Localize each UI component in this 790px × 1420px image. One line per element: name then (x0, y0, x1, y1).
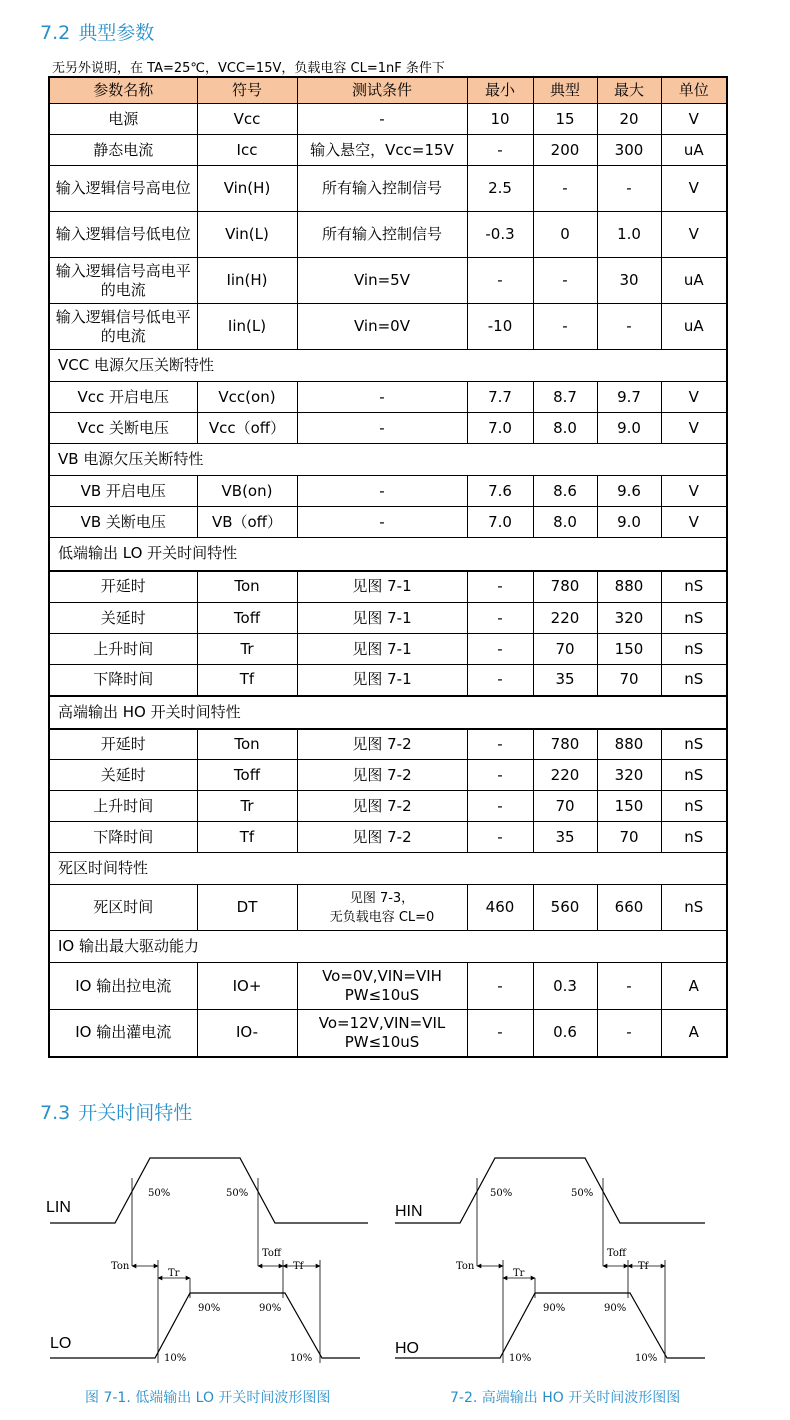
section-label: 低端输出 LO 开关时间特性 (49, 538, 727, 571)
column-header: 参数名称 (49, 77, 197, 104)
table-row (49, 822, 727, 853)
table-row (49, 166, 727, 212)
table-cell: Iin(L) (197, 304, 297, 350)
table-cell: - (533, 258, 597, 304)
table-cell: Tf (197, 822, 297, 853)
table-cell: IO+ (197, 963, 297, 1010)
test-condition-note: 无另外说明，在 TA=25℃，VCC=15V，负载电容 CL=1nF 条件下 (52, 61, 445, 76)
table-cell: - (533, 304, 597, 350)
table-cell: 660 (597, 885, 661, 931)
percent-90-label: 90% (604, 1303, 627, 1314)
tf-label: Tf (293, 1261, 304, 1272)
table-cell: 780 (533, 571, 597, 603)
table-row (49, 476, 727, 507)
table-cell: Tr (197, 634, 297, 665)
table-cell: nS (661, 571, 727, 603)
table-cell: 15 (533, 104, 597, 135)
table-cell: 9.7 (597, 382, 661, 413)
table-cell: Tr (197, 791, 297, 822)
table-cell: - (467, 634, 533, 665)
table-cell: - (467, 760, 533, 791)
table-cell: - (597, 1010, 661, 1057)
tf-label: Tf (638, 1261, 649, 1272)
table-cell: - (467, 135, 533, 166)
lo-label: LO (50, 1335, 72, 1352)
table-cell: 输入逻辑信号低电位 (49, 212, 197, 258)
table-cell: 150 (597, 634, 661, 665)
section-7-3-title (40, 1098, 192, 1125)
table-cell: 150 (597, 791, 661, 822)
table-cell: 35 (533, 665, 597, 696)
table-cell: Vcc (197, 104, 297, 135)
table-cell: 见图 7-3， 无负载电容 CL=0 (297, 885, 467, 931)
table-row (49, 135, 727, 166)
table-cell: 220 (533, 760, 597, 791)
table-cell: 下降时间 (49, 822, 197, 853)
table-row (49, 1010, 727, 1057)
percent-90-label: 90% (543, 1303, 566, 1314)
figure-7-1-waveform (46, 1158, 368, 1364)
table-cell: 见图 7-1 (297, 603, 467, 634)
table-cell: 30 (597, 258, 661, 304)
table-cell: 8.7 (533, 382, 597, 413)
table-cell: V (661, 507, 727, 538)
table-cell: 静态电流 (49, 135, 197, 166)
table-cell: IO 输出拉电流 (49, 963, 197, 1010)
toff-label: Toff (607, 1248, 627, 1259)
table-cell: 880 (597, 729, 661, 760)
table-row (49, 634, 727, 665)
table-header-row (49, 77, 727, 104)
table-cell: 输入逻辑信号高电位 (49, 166, 197, 212)
table-cell: nS (661, 885, 727, 931)
table-cell: Icc (197, 135, 297, 166)
lin-input-waveform (50, 1158, 368, 1223)
table-cell: Vo=0V,VIN=VIH PW≤10uS (297, 963, 467, 1010)
section-row (49, 931, 727, 963)
section-row (49, 444, 727, 476)
table-cell: 1.0 (597, 212, 661, 258)
column-header: 最大 (597, 77, 661, 104)
table-cell: 2.5 (467, 166, 533, 212)
table-cell: uA (661, 304, 727, 350)
table-row (49, 791, 727, 822)
table-cell: 死区时间 (49, 885, 197, 931)
table-cell: 见图 7-1 (297, 665, 467, 696)
table-cell: 所有输入控制信号 (297, 212, 467, 258)
figure-7-1-caption: 图 7-1. 低端输出 LO 开关时间波形图图 (85, 1390, 331, 1406)
ton-label: Ton (456, 1261, 475, 1272)
table-cell: uA (661, 258, 727, 304)
table-cell: V (661, 212, 727, 258)
table-cell: - (597, 963, 661, 1010)
table-cell: 上升时间 (49, 634, 197, 665)
table-cell: 320 (597, 760, 661, 791)
percent-10-label: 10% (290, 1353, 313, 1364)
table-cell: 70 (597, 665, 661, 696)
table-cell: A (661, 963, 727, 1010)
table-cell: 开延时 (49, 571, 197, 603)
tr-label: Tr (513, 1268, 525, 1279)
table-cell: 输入逻辑信号低电平的电流 (49, 304, 197, 350)
table-row (49, 571, 727, 603)
table-cell: - (533, 166, 597, 212)
hin-label: HIN (395, 1203, 423, 1220)
table-cell: 见图 7-2 (297, 760, 467, 791)
table-cell: Vin(H) (197, 166, 297, 212)
table-cell: 220 (533, 603, 597, 634)
table-cell: V (661, 476, 727, 507)
ho-label: HO (395, 1340, 419, 1357)
table-cell: - (467, 665, 533, 696)
table-row (49, 258, 727, 304)
percent-10-label: 10% (509, 1353, 532, 1364)
section-row (49, 350, 727, 382)
table-cell: nS (661, 603, 727, 634)
table-cell: IO 输出灌电流 (49, 1010, 197, 1057)
table-row (49, 885, 727, 931)
table-cell: DT (197, 885, 297, 931)
table-cell: - (297, 382, 467, 413)
table-cell: Vcc 关断电压 (49, 413, 197, 444)
table-cell: nS (661, 665, 727, 696)
table-row (49, 104, 727, 135)
percent-50-label: 50% (490, 1188, 513, 1199)
table-cell: VB 开启电压 (49, 476, 197, 507)
table-cell: 70 (597, 822, 661, 853)
table-cell: nS (661, 729, 727, 760)
table-cell: 所有输入控制信号 (297, 166, 467, 212)
column-header: 最小 (467, 77, 533, 104)
percent-10-label: 10% (635, 1353, 658, 1364)
table-cell: VB（off） (197, 507, 297, 538)
table-cell: Vin=0V (297, 304, 467, 350)
table-cell: 780 (533, 729, 597, 760)
table-cell: Ton (197, 571, 297, 603)
ton-label: Ton (111, 1261, 130, 1272)
table-cell: V (661, 166, 727, 212)
percent-50-label: 50% (226, 1188, 249, 1199)
table-cell: Ton (197, 729, 297, 760)
table-cell: 320 (597, 603, 661, 634)
table-cell: - (467, 258, 533, 304)
section-row (49, 853, 727, 885)
table-cell: Iin(H) (197, 258, 297, 304)
table-cell: 关延时 (49, 760, 197, 791)
table-cell: VB 关断电压 (49, 507, 197, 538)
section-label: VB 电源欠压关断特性 (49, 444, 727, 476)
table-cell: 开延时 (49, 729, 197, 760)
table-cell: 70 (533, 791, 597, 822)
toff-label: Toff (262, 1248, 282, 1259)
column-header: 典型 (533, 77, 597, 104)
table-cell: 8.6 (533, 476, 597, 507)
table-cell: Vin(L) (197, 212, 297, 258)
table-row (49, 729, 727, 760)
table-cell: 7.0 (467, 507, 533, 538)
table-row (49, 304, 727, 350)
section-row (49, 538, 727, 571)
switching-waveform-figures (40, 1148, 760, 1383)
table-cell: - (467, 963, 533, 1010)
table-cell: IO- (197, 1010, 297, 1057)
table-cell: Toff (197, 603, 297, 634)
table-cell: - (597, 166, 661, 212)
table-cell: 下降时间 (49, 665, 197, 696)
table-row (49, 665, 727, 696)
table-cell: 见图 7-1 (297, 634, 467, 665)
table-cell: 见图 7-1 (297, 571, 467, 603)
table-cell: 9.6 (597, 476, 661, 507)
table-cell: 70 (533, 634, 597, 665)
table-cell: - (297, 507, 467, 538)
table-cell: - (467, 603, 533, 634)
column-header: 测试条件 (297, 77, 467, 104)
table-cell: 见图 7-2 (297, 791, 467, 822)
table-cell: nS (661, 760, 727, 791)
percent-90-label: 90% (259, 1303, 282, 1314)
table-cell: 关延时 (49, 603, 197, 634)
table-cell: 200 (533, 135, 597, 166)
table-cell: 0.6 (533, 1010, 597, 1057)
table-row (49, 212, 727, 258)
table-row (49, 963, 727, 1010)
table-cell: - (297, 413, 467, 444)
figure-7-2-caption: 7-2. 高端输出 HO 开关时间波形图图 (450, 1390, 681, 1406)
table-cell: 460 (467, 885, 533, 931)
percent-10-label: 10% (164, 1353, 187, 1364)
section-label: 死区时间特性 (49, 853, 727, 885)
percent-50-label: 50% (148, 1188, 171, 1199)
table-cell: - (467, 1010, 533, 1057)
table-cell: 电源 (49, 104, 197, 135)
table-cell: - (297, 104, 467, 135)
table-cell: 880 (597, 571, 661, 603)
section-heading: 开关时间特性 (78, 1102, 193, 1124)
table-cell: 输入逻辑信号高电平的电流 (49, 258, 197, 304)
table-cell: -10 (467, 304, 533, 350)
figure-7-2-waveform (395, 1158, 705, 1364)
table-cell: Vo=12V,VIN=VIL PW≤10uS (297, 1010, 467, 1057)
table-cell: 20 (597, 104, 661, 135)
table-cell: 560 (533, 885, 597, 931)
percent-50-label: 50% (571, 1188, 594, 1199)
table-cell: A (661, 1010, 727, 1057)
table-cell: Tf (197, 665, 297, 696)
section-heading: 典型参数 (78, 22, 155, 44)
table-cell: Vcc（off） (197, 413, 297, 444)
table-cell: 7.6 (467, 476, 533, 507)
table-cell: Toff (197, 760, 297, 791)
table-cell: 8.0 (533, 413, 597, 444)
table-cell: 35 (533, 822, 597, 853)
table-cell: 7.0 (467, 413, 533, 444)
section-label: 高端输出 HO 开关时间特性 (49, 696, 727, 729)
table-cell: - (467, 822, 533, 853)
table-cell: 9.0 (597, 507, 661, 538)
table-cell: - (597, 304, 661, 350)
table-cell: nS (661, 791, 727, 822)
table-row (49, 382, 727, 413)
parameters-table (48, 76, 728, 1058)
table-cell: V (661, 413, 727, 444)
table-row (49, 507, 727, 538)
table-cell: - (297, 476, 467, 507)
hin-input-waveform (395, 1158, 705, 1223)
section-label: IO 输出最大驱动能力 (49, 931, 727, 963)
table-cell: - (467, 729, 533, 760)
table-cell: 7.7 (467, 382, 533, 413)
table-cell: V (661, 104, 727, 135)
column-header: 符号 (197, 77, 297, 104)
table-cell: 见图 7-2 (297, 822, 467, 853)
lin-label: LIN (46, 1199, 71, 1216)
table-cell: - (467, 571, 533, 603)
table-cell: 见图 7-2 (297, 729, 467, 760)
table-cell: 300 (597, 135, 661, 166)
table-cell: 0 (533, 212, 597, 258)
table-cell: VB(on) (197, 476, 297, 507)
table-cell: 9.0 (597, 413, 661, 444)
percent-90-label: 90% (198, 1303, 221, 1314)
table-cell: -0.3 (467, 212, 533, 258)
table-cell: uA (661, 135, 727, 166)
section-label: VCC 电源欠压关断特性 (49, 350, 727, 382)
table-cell: Vin=5V (297, 258, 467, 304)
table-cell: Vcc 开启电压 (49, 382, 197, 413)
table-row (49, 413, 727, 444)
table-cell: 输入悬空，Vcc=15V (297, 135, 467, 166)
table-cell: 上升时间 (49, 791, 197, 822)
table-cell: 0.3 (533, 963, 597, 1010)
section-row (49, 696, 727, 729)
table-cell: nS (661, 822, 727, 853)
section-number: 7.3 (40, 1102, 71, 1124)
table-cell: 10 (467, 104, 533, 135)
table-cell: Vcc(on) (197, 382, 297, 413)
table-row (49, 760, 727, 791)
table-cell: nS (661, 634, 727, 665)
table-cell: V (661, 382, 727, 413)
column-header: 单位 (661, 77, 727, 104)
section-7-2-title (40, 18, 154, 45)
table-row (49, 603, 727, 634)
table-cell: - (467, 791, 533, 822)
section-number: 7.2 (40, 22, 71, 44)
tr-label: Tr (168, 1268, 180, 1279)
table-cell: 8.0 (533, 507, 597, 538)
